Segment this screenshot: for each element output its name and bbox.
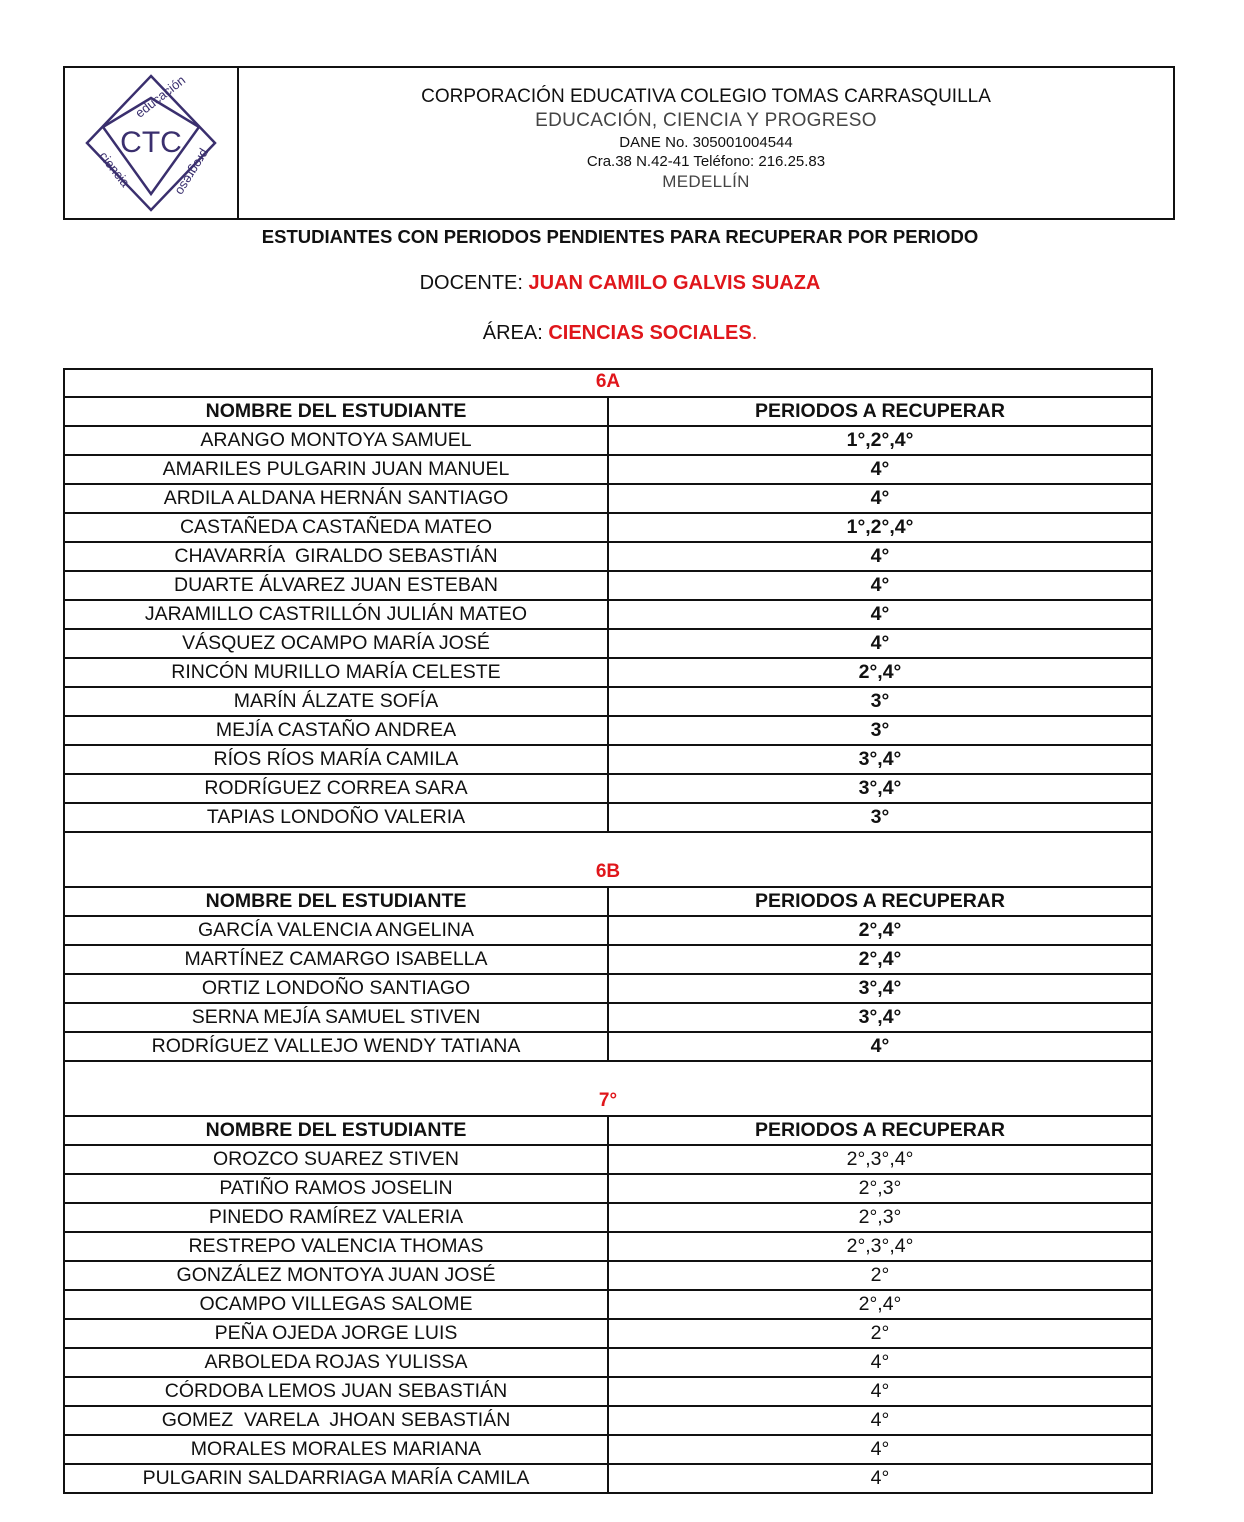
document-title: ESTUDIANTES CON PERIODOS PENDIENTES PARA RECUPERAR POR PERIODO xyxy=(261,226,979,247)
student-periods: 4° xyxy=(870,1467,890,1489)
area-name: CIENCIAS SOCIALES xyxy=(548,322,752,344)
student-name: RINCÓN MURILLO MARÍA CELESTE xyxy=(65,659,609,686)
table-row xyxy=(65,543,1151,572)
table-row xyxy=(65,1262,1151,1291)
table-row xyxy=(65,975,1151,1004)
logo-word-progreso: progreso xyxy=(172,146,213,199)
table-row xyxy=(65,746,1151,775)
school-logo xyxy=(81,70,221,216)
table-row xyxy=(65,630,1151,659)
logo-word-ciencia: ciencia xyxy=(96,148,133,190)
table-row xyxy=(65,946,1151,975)
column-header-periods: PERIODOS A RECUPERAR xyxy=(755,1119,1005,1141)
student-periods: 4° xyxy=(870,487,890,509)
student-name: ARANGO MONTOYA SAMUEL xyxy=(65,427,609,454)
student-name: AMARILES PULGARIN JUAN MANUEL xyxy=(65,456,609,483)
table-row xyxy=(65,427,1151,456)
docente-label: DOCENTE: xyxy=(419,272,529,294)
student-periods: 4° xyxy=(870,458,890,480)
table-row xyxy=(65,1378,1151,1407)
student-name: MEJÍA CASTAÑO ANDREA xyxy=(65,717,609,744)
column-header-name: NOMBRE DEL ESTUDIANTE xyxy=(65,888,609,915)
student-name: VÁSQUEZ OCAMPO MARÍA JOSÉ xyxy=(65,630,609,657)
institution-city: MEDELLÍN xyxy=(662,172,750,191)
student-periods: 4° xyxy=(870,1351,890,1373)
student-periods: 2°,3°,4° xyxy=(846,1148,914,1170)
table-row xyxy=(65,1233,1151,1262)
student-name: SERNA MEJÍA SAMUEL STIVEN xyxy=(65,1004,609,1031)
student-name: PEÑA OJEDA JORGE LUIS xyxy=(65,1320,609,1347)
student-periods: 4° xyxy=(870,1035,890,1057)
student-name: JARAMILLO CASTRILLÓN JULIÁN MATEO xyxy=(65,601,609,628)
student-periods: 4° xyxy=(870,574,890,596)
student-name: RODRÍGUEZ VALLEJO WENDY TATIANA xyxy=(65,1033,609,1060)
student-periods: 3°,4° xyxy=(858,977,902,999)
student-name: MARTÍNEZ CAMARGO ISABELLA xyxy=(65,946,609,973)
table-row xyxy=(65,1204,1151,1233)
table-row xyxy=(65,1349,1151,1378)
student-name: TAPIAS LONDOÑO VALERIA xyxy=(65,804,609,831)
institution-name: CORPORACIÓN EDUCATIVA COLEGIO TOMAS CARRASQUILLA xyxy=(421,86,991,107)
institution-info xyxy=(239,68,1173,218)
institution-address: Cra.38 N.42-41 Teléfono: 216.25.83 xyxy=(586,153,826,170)
institution-dane: DANE No. 305001004544 xyxy=(619,134,793,151)
table-header-row xyxy=(65,888,1151,917)
table-row xyxy=(65,601,1151,630)
student-name: RODRÍGUEZ CORREA SARA xyxy=(65,775,609,802)
table-row xyxy=(65,1407,1151,1436)
student-name: MORALES MORALES MARIANA xyxy=(65,1436,609,1463)
student-periods: 4° xyxy=(870,545,890,567)
student-name: PULGARIN SALDARRIAGA MARÍA CAMILA xyxy=(65,1465,609,1492)
student-periods: 4° xyxy=(870,1438,890,1460)
student-periods: 4° xyxy=(870,603,890,625)
column-header-name: NOMBRE DEL ESTUDIANTE xyxy=(65,398,609,425)
student-periods: 2°,3° xyxy=(858,1177,902,1199)
students-table xyxy=(63,368,1153,1494)
student-periods: 2°,3° xyxy=(858,1206,902,1228)
student-periods: 4° xyxy=(870,632,890,654)
student-periods: 4° xyxy=(870,1380,890,1402)
table-row xyxy=(65,1436,1151,1465)
table-row xyxy=(65,717,1151,746)
student-periods: 3°,4° xyxy=(858,748,902,770)
area-line xyxy=(0,322,1240,345)
table-row xyxy=(65,1175,1151,1204)
student-periods: 2°,4° xyxy=(858,919,902,941)
student-name: GARCÍA VALENCIA ANGELINA xyxy=(65,917,609,944)
column-header-periods: PERIODOS A RECUPERAR xyxy=(755,400,1005,422)
logo-cell xyxy=(65,68,239,218)
student-periods: 3°,4° xyxy=(858,1006,902,1028)
student-periods: 4° xyxy=(870,1409,890,1431)
group-title: 6B xyxy=(65,833,1151,888)
table-header-row xyxy=(65,1117,1151,1146)
student-periods: 1°,2°,4° xyxy=(846,516,914,538)
area-label: ÁREA: xyxy=(482,322,549,344)
letterhead xyxy=(63,66,1175,220)
table-row xyxy=(65,688,1151,717)
table-row xyxy=(65,775,1151,804)
student-periods: 2°,3°,4° xyxy=(846,1235,914,1257)
student-name: MARÍN ÁLZATE SOFÍA xyxy=(65,688,609,715)
student-periods: 2°,4° xyxy=(858,1293,902,1315)
student-periods: 3° xyxy=(870,690,890,712)
logo-word-educacion: educación xyxy=(132,72,189,121)
student-name: OCAMPO VILLEGAS SALOME xyxy=(65,1291,609,1318)
student-name: OROZCO SUAREZ STIVEN xyxy=(65,1146,609,1173)
docente-line xyxy=(0,272,1240,295)
area-suffix: . xyxy=(751,322,758,344)
student-periods: 3°,4° xyxy=(858,777,902,799)
student-name: ORTIZ LONDOÑO SANTIAGO xyxy=(65,975,609,1002)
student-periods: 1°,2°,4° xyxy=(846,429,914,451)
table-row xyxy=(65,485,1151,514)
table-row xyxy=(65,1465,1151,1494)
logo-initials: CTC xyxy=(120,126,182,159)
table-row xyxy=(65,804,1151,833)
docente-name: JUAN CAMILO GALVIS SUAZA xyxy=(528,272,821,294)
student-periods: 2°,4° xyxy=(858,948,902,970)
table-row xyxy=(65,514,1151,543)
student-name: ARBOLEDA ROJAS YULISSA xyxy=(65,1349,609,1376)
column-header-name: NOMBRE DEL ESTUDIANTE xyxy=(65,1117,609,1144)
group-title: 7° xyxy=(65,1062,1151,1117)
student-name: ARDILA ALDANA HERNÁN SANTIAGO xyxy=(65,485,609,512)
student-name: CÓRDOBA LEMOS JUAN SEBASTIÁN xyxy=(65,1378,609,1405)
student-name: CHAVARRÍA GIRALDO SEBASTIÁN xyxy=(65,543,609,570)
student-periods: 2° xyxy=(870,1264,890,1286)
table-row xyxy=(65,1320,1151,1349)
student-name: PINEDO RAMÍREZ VALERIA xyxy=(65,1204,609,1231)
institution-motto: EDUCACIÓN, CIENCIA Y PROGRESO xyxy=(535,110,877,131)
student-name: CASTAÑEDA CASTAÑEDA MATEO xyxy=(65,514,609,541)
table-row xyxy=(65,572,1151,601)
student-name: GONZÁLEZ MONTOYA JUAN JOSÉ xyxy=(65,1262,609,1289)
table-row xyxy=(65,1291,1151,1320)
student-periods: 3° xyxy=(870,806,890,828)
table-row xyxy=(65,659,1151,688)
student-periods: 2°,4° xyxy=(858,661,902,683)
student-periods: 3° xyxy=(870,719,890,741)
table-row xyxy=(65,917,1151,946)
group-title: 6A xyxy=(65,370,1151,398)
student-name: DUARTE ÁLVAREZ JUAN ESTEBAN xyxy=(65,572,609,599)
student-name: RESTREPO VALENCIA THOMAS xyxy=(65,1233,609,1260)
table-header-row xyxy=(65,398,1151,427)
table-row xyxy=(65,456,1151,485)
column-header-periods: PERIODOS A RECUPERAR xyxy=(755,890,1005,912)
student-name: GOMEZ VARELA JHOAN SEBASTIÁN xyxy=(65,1407,609,1434)
table-row xyxy=(65,1146,1151,1175)
table-row xyxy=(65,1033,1151,1062)
student-name: PATIÑO RAMOS JOSELIN xyxy=(65,1175,609,1202)
table-row xyxy=(65,1004,1151,1033)
student-name: RÍOS RÍOS MARÍA CAMILA xyxy=(65,746,609,773)
student-periods: 2° xyxy=(870,1322,890,1344)
